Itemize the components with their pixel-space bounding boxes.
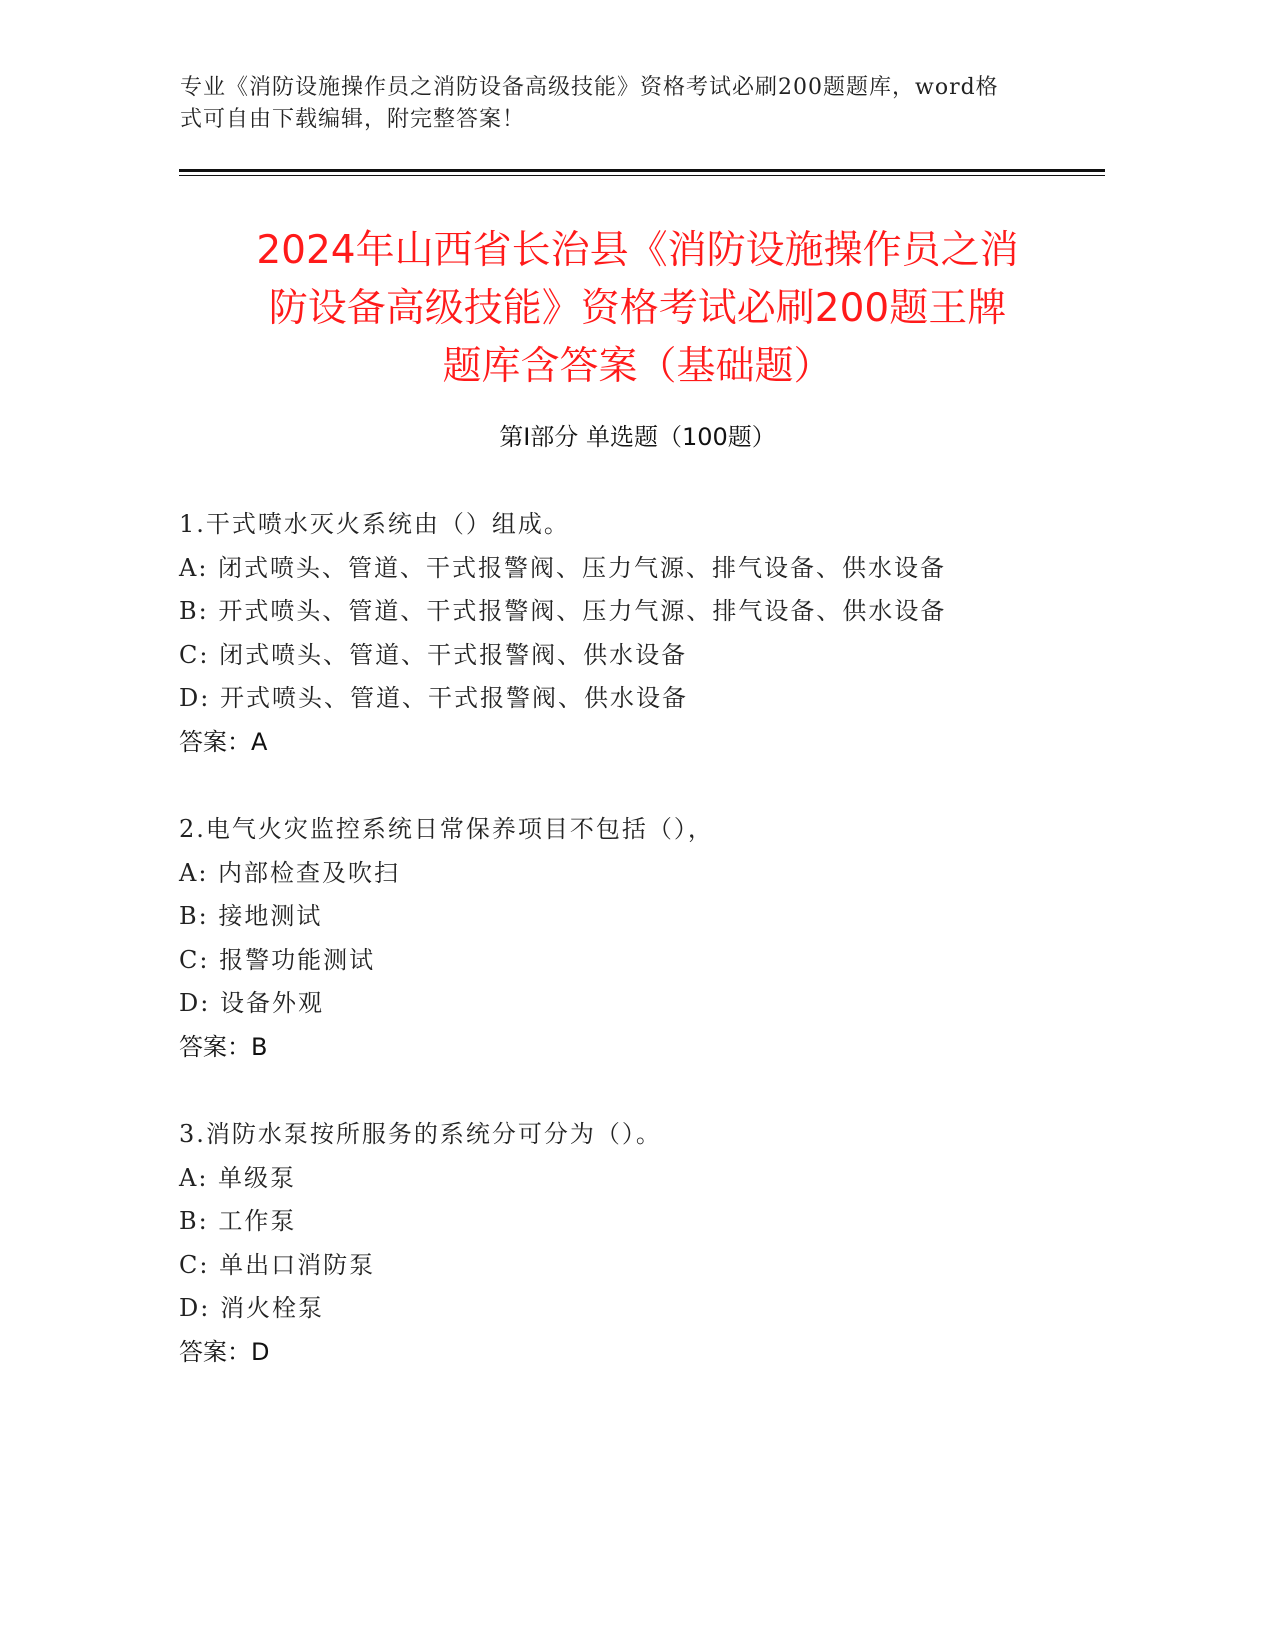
option-a: A: 单级泵: [179, 1163, 297, 1192]
answer-line: 答案：A: [179, 727, 268, 756]
document-title-line-1: 2024年山西省长治县《消防设施操作员之消: [256, 228, 1019, 273]
option-d: D: 开式喷头、管道、干式报警阀、供水设备: [179, 684, 688, 712]
option-d: D: 消火栓泵: [179, 1294, 324, 1322]
document-title-line-2: 防设备高级技能》资格考试必刷200题王牌: [268, 286, 1007, 331]
question-stem: 3.消防水泵按所服务的系统分可分为（）。: [179, 1120, 662, 1148]
question-2: [179, 808, 1079, 1069]
option-b: B: 开式喷头、管道、干式报警阀、压力气源、排气设备、供水设备: [179, 597, 947, 625]
option-c: C: 报警功能测试: [179, 945, 376, 974]
document-title-line-3: 题库含答案（基础题）: [442, 344, 833, 389]
option-b: B: 工作泵: [179, 1207, 297, 1235]
option-b: B: 接地测试: [179, 902, 323, 930]
question-stem: 2.电气火灾监控系统日常保养项目不包括（），: [179, 815, 714, 843]
header-note-line-2: 式可自由下载编辑，附完整答案！: [180, 107, 526, 132]
header-rule-thick: [179, 169, 1105, 172]
option-c: C: 闭式喷头、管道、干式报警阀、供水设备: [179, 640, 688, 669]
option-d: D: 设备外观: [179, 989, 324, 1017]
answer-line: 答案：B: [179, 1032, 268, 1061]
question-3: [179, 1113, 1079, 1374]
option-c: C: 单出口消防泵: [179, 1250, 376, 1279]
document-title: [150, 222, 1125, 396]
question-stem: 1.干式喷水灭火系统由（）组成。: [179, 510, 570, 538]
header-note: [180, 72, 1040, 136]
option-a: A: 闭式喷头、管道、干式报警阀、压力气源、排气设备、供水设备: [179, 553, 947, 582]
answer-line: 答案：D: [179, 1337, 270, 1366]
option-a: A: 内部检查及吹扫: [179, 858, 401, 887]
header-rule-thin: [179, 175, 1105, 176]
header-note-line-1: 专业《消防设施操作员之消防设备高级技能》资格考试必刷200题题库，word格: [180, 75, 999, 100]
question-1: [179, 503, 1079, 764]
section-heading: 第Ⅰ部分 单选题（100题）: [499, 423, 776, 451]
